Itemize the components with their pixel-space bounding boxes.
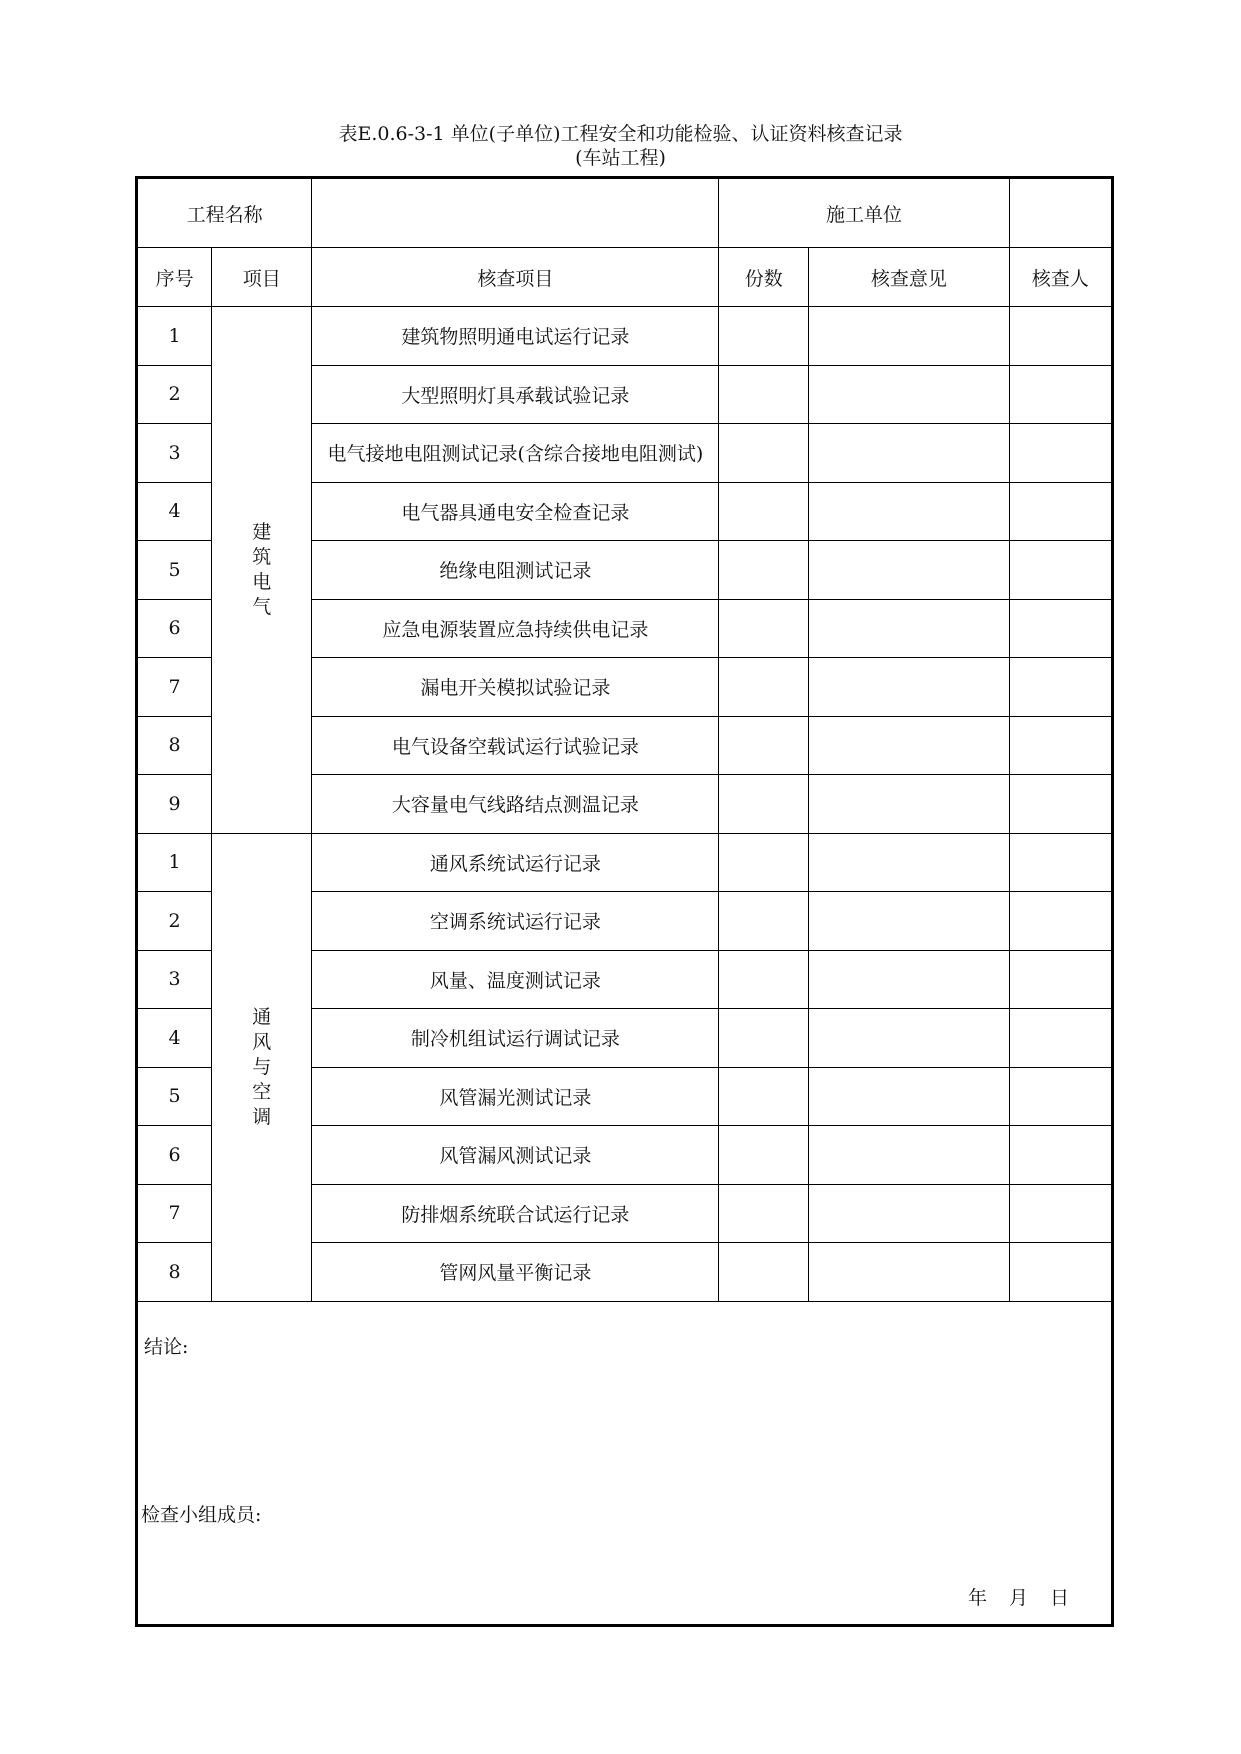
row-number: 5 bbox=[137, 1067, 212, 1126]
conclusion-area[interactable] bbox=[137, 1301, 1113, 1625]
form-title: 表E.0.6-3-1 单位(子单位)工程安全和功能检验、认证资料核查记录 bbox=[338, 123, 903, 145]
month-label: 月 bbox=[1008, 1586, 1028, 1609]
checker-field[interactable] bbox=[1009, 599, 1112, 658]
check-item-text: 风量、温度测试记录 bbox=[312, 950, 719, 1009]
copies-field[interactable] bbox=[719, 482, 809, 541]
checker-field[interactable] bbox=[1009, 1067, 1112, 1126]
row-number: 9 bbox=[137, 775, 212, 834]
project-name-field[interactable] bbox=[312, 178, 719, 248]
copies-field[interactable] bbox=[719, 1184, 809, 1243]
checker-field[interactable] bbox=[1009, 658, 1112, 717]
category-char: 风 bbox=[252, 1030, 272, 1053]
opinion-field[interactable] bbox=[809, 307, 1009, 366]
opinion-field[interactable] bbox=[809, 658, 1009, 717]
opinion-field[interactable] bbox=[809, 482, 1009, 541]
check-item-text: 电气接地电阻测试记录(含综合接地电阻测试) bbox=[312, 424, 719, 483]
opinion-field[interactable] bbox=[809, 365, 1009, 424]
row-number: 8 bbox=[137, 1243, 212, 1302]
footer-row bbox=[137, 1301, 1113, 1625]
opinion-field[interactable] bbox=[809, 833, 1009, 892]
checker-field[interactable] bbox=[1009, 892, 1112, 951]
checker-field[interactable] bbox=[1009, 833, 1112, 892]
checker-field[interactable] bbox=[1009, 307, 1112, 366]
conclusion-label: 结论: bbox=[144, 1335, 189, 1358]
category-char: 空 bbox=[252, 1080, 272, 1103]
project-name-label: 工程名称 bbox=[137, 178, 312, 248]
check-item-text: 建筑物照明通电试运行记录 bbox=[312, 307, 719, 366]
col-copies-header: 份数 bbox=[719, 248, 809, 307]
copies-field[interactable] bbox=[719, 541, 809, 600]
copies-field[interactable] bbox=[719, 658, 809, 717]
opinion-field[interactable] bbox=[809, 950, 1009, 1009]
col-opinion-header: 核查意见 bbox=[809, 248, 1009, 307]
year-label: 年 bbox=[967, 1586, 987, 1609]
checker-field[interactable] bbox=[1009, 716, 1112, 775]
row-number: 4 bbox=[137, 1009, 212, 1068]
opinion-field[interactable] bbox=[809, 1067, 1009, 1126]
check-item-text: 大容量电气线路结点测温记录 bbox=[312, 775, 719, 834]
opinion-field[interactable] bbox=[809, 892, 1009, 951]
construction-unit-field[interactable] bbox=[1009, 178, 1112, 248]
check-item-text: 防排烟系统联合试运行记录 bbox=[312, 1184, 719, 1243]
checker-field[interactable] bbox=[1009, 424, 1112, 483]
opinion-field[interactable] bbox=[809, 1184, 1009, 1243]
col-seq-header: 序号 bbox=[137, 248, 212, 307]
row-number: 7 bbox=[137, 1184, 212, 1243]
check-item-text: 电气设备空载试运行试验记录 bbox=[312, 716, 719, 775]
copies-field[interactable] bbox=[719, 1243, 809, 1302]
members-label: 检查小组成员: bbox=[141, 1503, 262, 1526]
opinion-field[interactable] bbox=[809, 775, 1009, 834]
row-number: 1 bbox=[137, 833, 212, 892]
checker-field[interactable] bbox=[1009, 1009, 1112, 1068]
col-check-item-header: 核查项目 bbox=[312, 248, 719, 307]
row-number: 6 bbox=[137, 1126, 212, 1185]
check-item-text: 漏电开关模拟试验记录 bbox=[312, 658, 719, 717]
category-char: 通 bbox=[252, 1005, 272, 1028]
copies-field[interactable] bbox=[719, 599, 809, 658]
check-item-text: 电气器具通电安全检查记录 bbox=[312, 482, 719, 541]
row-number: 1 bbox=[137, 307, 212, 366]
row-number: 3 bbox=[137, 424, 212, 483]
date-line bbox=[968, 1583, 1069, 1610]
row-number: 7 bbox=[137, 658, 212, 717]
check-item-text: 应急电源装置应急持续供电记录 bbox=[312, 599, 719, 658]
table-row bbox=[137, 833, 1113, 892]
category-char: 建 bbox=[252, 520, 272, 543]
checker-field[interactable] bbox=[1009, 1243, 1112, 1302]
category-char: 与 bbox=[252, 1055, 272, 1078]
checker-field[interactable] bbox=[1009, 775, 1112, 834]
category-cell bbox=[212, 833, 312, 1301]
opinion-field[interactable] bbox=[809, 716, 1009, 775]
check-item-text: 大型照明灯具承载试验记录 bbox=[312, 365, 719, 424]
row-number: 2 bbox=[137, 892, 212, 951]
category-cell bbox=[212, 307, 312, 834]
copies-field[interactable] bbox=[719, 1009, 809, 1068]
opinion-field[interactable] bbox=[809, 1243, 1009, 1302]
category-char: 筑 bbox=[252, 545, 272, 568]
copies-field[interactable] bbox=[719, 775, 809, 834]
copies-field[interactable] bbox=[719, 716, 809, 775]
checker-field[interactable] bbox=[1009, 365, 1112, 424]
check-item-text: 风管漏风测试记录 bbox=[312, 1126, 719, 1185]
opinion-field[interactable] bbox=[809, 424, 1009, 483]
col-category-header: 项目 bbox=[212, 248, 312, 307]
check-item-text: 绝缘电阻测试记录 bbox=[312, 541, 719, 600]
construction-unit-label: 施工单位 bbox=[719, 178, 1009, 248]
copies-field[interactable] bbox=[719, 307, 809, 366]
checker-field[interactable] bbox=[1009, 1126, 1112, 1185]
opinion-field[interactable] bbox=[809, 541, 1009, 600]
copies-field[interactable] bbox=[719, 424, 809, 483]
opinion-field[interactable] bbox=[809, 599, 1009, 658]
checker-field[interactable] bbox=[1009, 1184, 1112, 1243]
row-number: 4 bbox=[137, 482, 212, 541]
checker-field[interactable] bbox=[1009, 950, 1112, 1009]
opinion-field[interactable] bbox=[809, 1009, 1009, 1068]
row-number: 5 bbox=[137, 541, 212, 600]
copies-field[interactable] bbox=[719, 1067, 809, 1126]
copies-field[interactable] bbox=[719, 833, 809, 892]
row-number: 6 bbox=[137, 599, 212, 658]
checker-field[interactable] bbox=[1009, 541, 1112, 600]
category-char: 调 bbox=[252, 1105, 272, 1128]
col-checker-header: 核查人 bbox=[1009, 248, 1112, 307]
header-row bbox=[137, 178, 1113, 248]
row-number: 2 bbox=[137, 365, 212, 424]
day-label: 日 bbox=[1049, 1586, 1069, 1609]
row-number: 3 bbox=[137, 950, 212, 1009]
table-row bbox=[137, 307, 1113, 366]
category-char: 气 bbox=[252, 595, 272, 618]
category-char: 电 bbox=[252, 570, 272, 593]
check-item-text: 制冷机组试运行调试记录 bbox=[312, 1009, 719, 1068]
copies-field[interactable] bbox=[719, 950, 809, 1009]
column-header-row bbox=[137, 248, 1113, 307]
check-item-text: 风管漏光测试记录 bbox=[312, 1067, 719, 1126]
copies-field[interactable] bbox=[719, 365, 809, 424]
copies-field[interactable] bbox=[719, 892, 809, 951]
row-number: 8 bbox=[137, 716, 212, 775]
check-item-text: 管网风量平衡记录 bbox=[312, 1243, 719, 1302]
inspection-form-table bbox=[135, 176, 1114, 1627]
checker-field[interactable] bbox=[1009, 482, 1112, 541]
opinion-field[interactable] bbox=[809, 1126, 1009, 1185]
form-subtitle: (车站工程) bbox=[575, 147, 666, 169]
copies-field[interactable] bbox=[719, 1126, 809, 1185]
check-item-text: 空调系统试运行记录 bbox=[312, 892, 719, 951]
check-item-text: 通风系统试运行记录 bbox=[312, 833, 719, 892]
